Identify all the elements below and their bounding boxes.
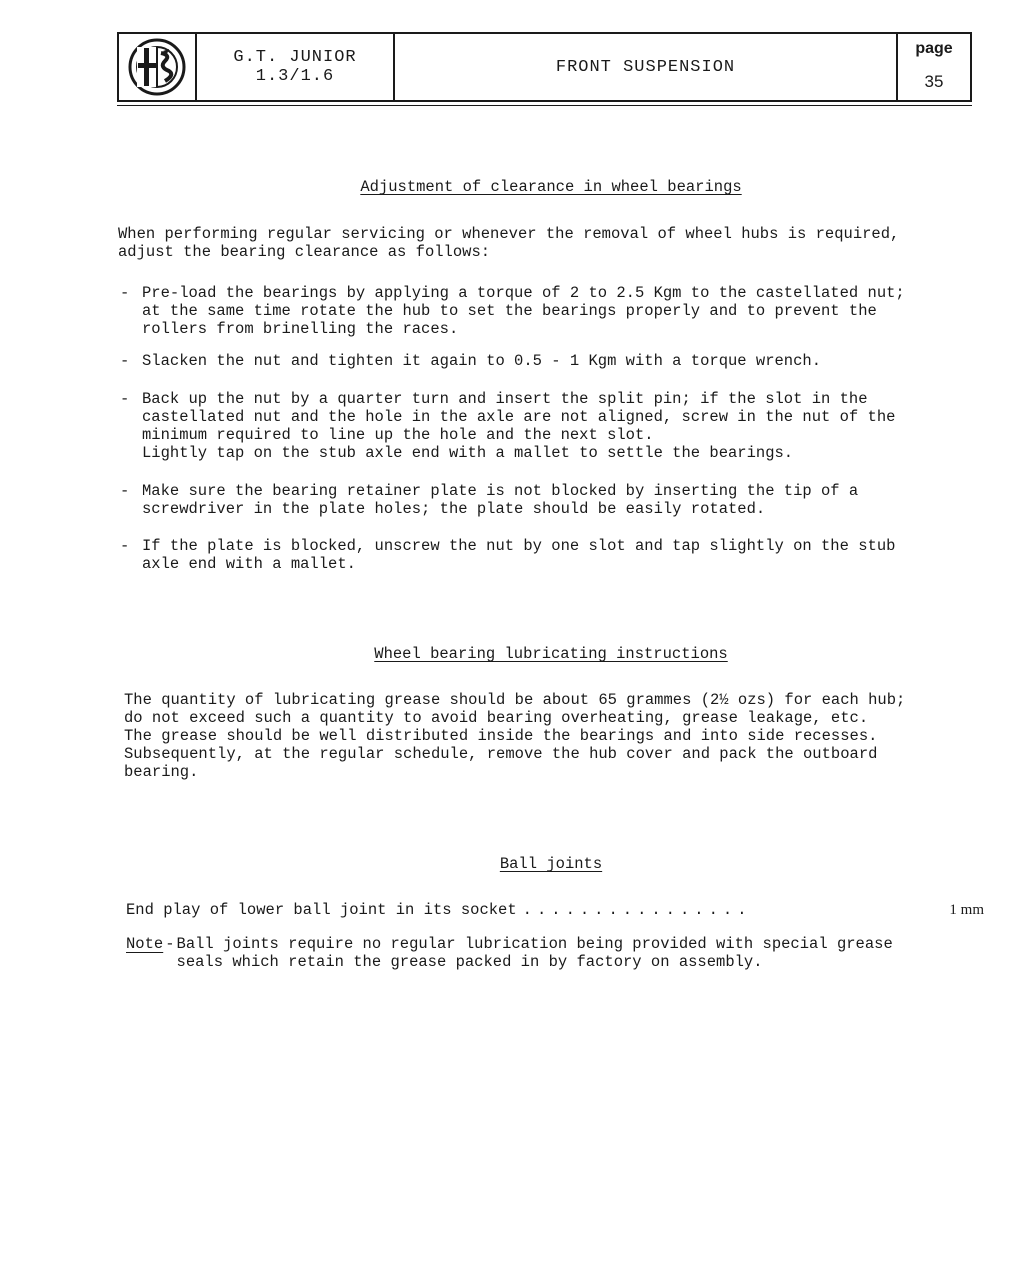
note-label: Note xyxy=(126,935,164,953)
spec-value: 1 mm xyxy=(949,902,984,918)
end-play-spec-row xyxy=(126,901,984,919)
page-label: page xyxy=(915,40,953,57)
page-number-cell xyxy=(898,34,970,100)
note-text: Ball joints require no regular lubrication being provided with special grease seals which retain the grease packed in by factory on assembly. xyxy=(176,935,893,971)
clearance-step: - Make sure the bearing retainer plate is not blocked by inserting the tip of a screwdriver in the plate holes; the plate should be easily rotated. xyxy=(118,482,984,518)
lubrication-body: The quantity of lubricating grease should be about 65 grammes (2½ ozs) for each hub; do not exceed such a quantity to avoid bearing overheating, grease leakage, etc. The grease should be well distributed inside the bearings and into side recesses. Subsequently, at the regular schedule, remove the hub cover and pack the outboard bearing. xyxy=(124,691,906,781)
lubrication-heading: Wheel bearing lubricating instructions xyxy=(374,645,728,663)
alfa-romeo-logo-icon xyxy=(127,37,187,97)
note-row xyxy=(126,935,984,971)
clearance-step: - Slacken the nut and tighten it again to 0.5 - 1 Kgm with a torque wrench. xyxy=(118,352,984,370)
section-title-cell xyxy=(395,34,898,100)
page-header xyxy=(117,32,972,102)
spec-leader: ................ xyxy=(522,901,752,919)
spec-label: End play of lower ball joint in its socket xyxy=(126,901,517,919)
clearance-step: - Pre-load the bearings by applying a torque of 2 to 2.5 Kgm to the castellated nut; at the same time rotate the hub to set the bearings properly and to prevent the rollers from brinelling the races. xyxy=(118,284,984,338)
clearance-step: - Back up the nut by a quarter turn and insert the split pin; if the slot in the castellated nut and the hole in the axle are not aligned, screw in the nut of the minimum required to line up the hole and the next slot. Lightly tap on the stub axle end with a mallet to settle the bearings. xyxy=(118,390,984,462)
clearance-step: - If the plate is blocked, unscrew the nut by one slot and tap slightly on the stub axle end with a mallet. xyxy=(118,537,984,573)
ball-joints-heading: Ball joints xyxy=(499,855,603,873)
logo-cell xyxy=(119,34,197,100)
model-name: G.T. JUNIOR xyxy=(233,48,357,67)
model-cell xyxy=(197,34,395,100)
page-number: 35 xyxy=(924,72,944,91)
clearance-intro: When performing regular servicing or whenever the removal of wheel hubs is required, adjust the bearing clearance as follows: xyxy=(118,225,900,261)
model-engine: 1.3/1.6 xyxy=(255,67,335,86)
clearance-heading: Adjustment of clearance in wheel bearings xyxy=(360,178,742,196)
section-title: FRONT SUSPENSION xyxy=(555,57,736,77)
note-dash: - xyxy=(165,935,175,953)
